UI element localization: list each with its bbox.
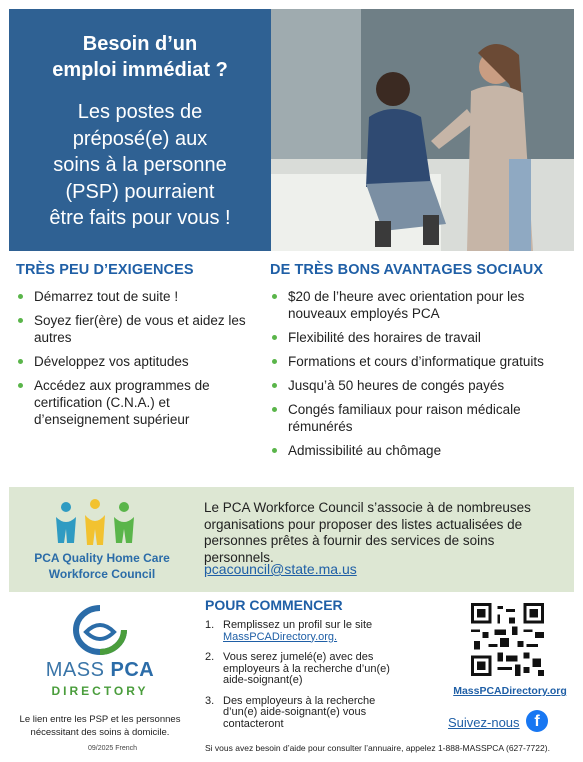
qr-code-icon[interactable] — [471, 603, 544, 676]
list-item — [270, 329, 560, 346]
directory-tagline — [10, 713, 190, 739]
step-number: 1. — [205, 619, 215, 631]
list-item — [270, 377, 560, 394]
benefits-list — [270, 288, 560, 466]
list-item — [16, 312, 256, 346]
list-item-text: Accédez aux programmes de certification (C.N.A.) et d’enseignement supérieur — [34, 378, 210, 427]
pca-quality-logo-icon — [52, 497, 138, 547]
council-description: Le PCA Workforce Council s’associe à de nombreuses organisations pour proposer des listes actualisées de personnes prêtes à fournir des services de soins personnels. — [204, 500, 531, 565]
list-item-text: Admissibilité au chômage — [288, 443, 442, 458]
benefits-heading: DE TRÈS BONS AVANTAGES SOCIAUX — [270, 262, 544, 278]
list-item-text: Jusqu’à 50 heures de congés payés — [288, 378, 505, 393]
requirements-heading: TRÈS PEU D’EXIGENCES — [16, 262, 194, 278]
getting-started-steps — [205, 620, 405, 739]
step-item — [205, 620, 405, 643]
list-item — [16, 377, 256, 428]
step-text: Remplissez un profil sur le site — [223, 619, 373, 631]
bullet-icon — [18, 294, 23, 299]
bullet-icon — [18, 383, 23, 388]
bullet-icon — [272, 448, 277, 453]
help-phone-note: Si vous avez besoin d’aide pour consulter l’annuaire, appelez 1-888-MASSPCA (627-7722). — [205, 743, 550, 753]
list-item — [16, 288, 256, 305]
list-item-text: Développez vos aptitudes — [34, 354, 189, 369]
hero-subtitle-line: soins à la personne — [53, 154, 227, 176]
follow-us-link[interactable]: Suivez-nous — [448, 715, 520, 730]
pca-quality-name — [18, 550, 186, 582]
list-item-text: Flexibilité des horaires de travail — [288, 330, 481, 345]
step-item — [205, 652, 405, 687]
bullet-icon — [272, 335, 277, 340]
hero-title-line: emploi immédiat ? — [52, 59, 228, 81]
directory-website-link[interactable]: MassPCADirectory.org — [453, 685, 567, 697]
pca-word: PCA — [110, 659, 155, 681]
bullet-icon — [272, 383, 277, 388]
pca-quality-name-line: PCA Quality Home Care — [34, 551, 170, 565]
mass-pca-wordmark — [20, 659, 180, 682]
step-item — [205, 696, 405, 731]
hero-subtitle-line: préposé(e) aux — [72, 127, 208, 150]
hero-subtitle-line: Les postes de — [77, 101, 203, 123]
step-number: 2. — [205, 651, 215, 663]
bullet-icon — [272, 294, 277, 299]
list-item — [270, 401, 560, 435]
getting-started-heading: POUR COMMENCER — [205, 597, 343, 613]
caregiver-photo-illustration — [271, 9, 574, 251]
directory-tagline-line: Le lien entre les PSP et les personnes — [19, 714, 181, 725]
list-item-text: Démarrez tout de suite ! — [34, 289, 179, 304]
list-item — [270, 288, 560, 322]
hero-banner — [9, 9, 574, 251]
bullet-icon — [18, 359, 23, 364]
council-email-link[interactable]: pcacouncil@state.ma.us — [204, 561, 357, 577]
hero-subtitle-line: (PSP) pourraient — [65, 180, 215, 203]
directory-site-link[interactable]: MassPCADirectory.org. — [223, 630, 338, 643]
bullet-icon — [272, 359, 277, 364]
mass-pca-logo-icon — [66, 604, 134, 656]
list-item — [270, 353, 560, 370]
mass-word: MASS — [45, 659, 105, 681]
hero-title — [9, 31, 271, 83]
hero-title-line: Besoin d’un — [82, 33, 198, 55]
list-item — [270, 442, 560, 459]
facebook-icon[interactable]: f — [526, 710, 548, 732]
hero-subtitle-line: être faits pour vous ! — [49, 207, 231, 229]
hero-subtitle — [9, 99, 271, 232]
list-item-text: Congés familiaux pour raison médicale rémunérés — [288, 402, 521, 434]
caregiver-photo — [271, 9, 574, 251]
directory-word: DIRECTORY — [51, 684, 149, 698]
bullet-icon — [18, 318, 23, 323]
bullet-icon — [272, 407, 277, 412]
pca-quality-name-line: Workforce Council — [48, 567, 156, 581]
list-item-text: Formations et cours d’informatique gratuits — [288, 354, 544, 369]
list-item-text: $20 de l’heure avec orientation pour les nouveaux employés PCA — [288, 289, 525, 321]
step-number: 3. — [205, 694, 215, 707]
requirements-list — [16, 288, 256, 435]
hero-text-panel — [9, 9, 271, 251]
list-item — [16, 353, 256, 370]
date-language-footnote: 09/2025 French — [88, 745, 138, 752]
directory-tagline-line: nécessitant des soins à domicile. — [30, 727, 170, 738]
list-item-text: Soyez fier(ère) de vous et aidez les autres — [34, 313, 246, 345]
step-text: Vous serez jumelé(e) avec des employeurs à la recherche d’un(e) aide-soignant(e) — [223, 651, 390, 686]
step-text: Des employeurs à la recherche d’un(e) aide-soignant(e) vous contacteront — [223, 694, 376, 730]
